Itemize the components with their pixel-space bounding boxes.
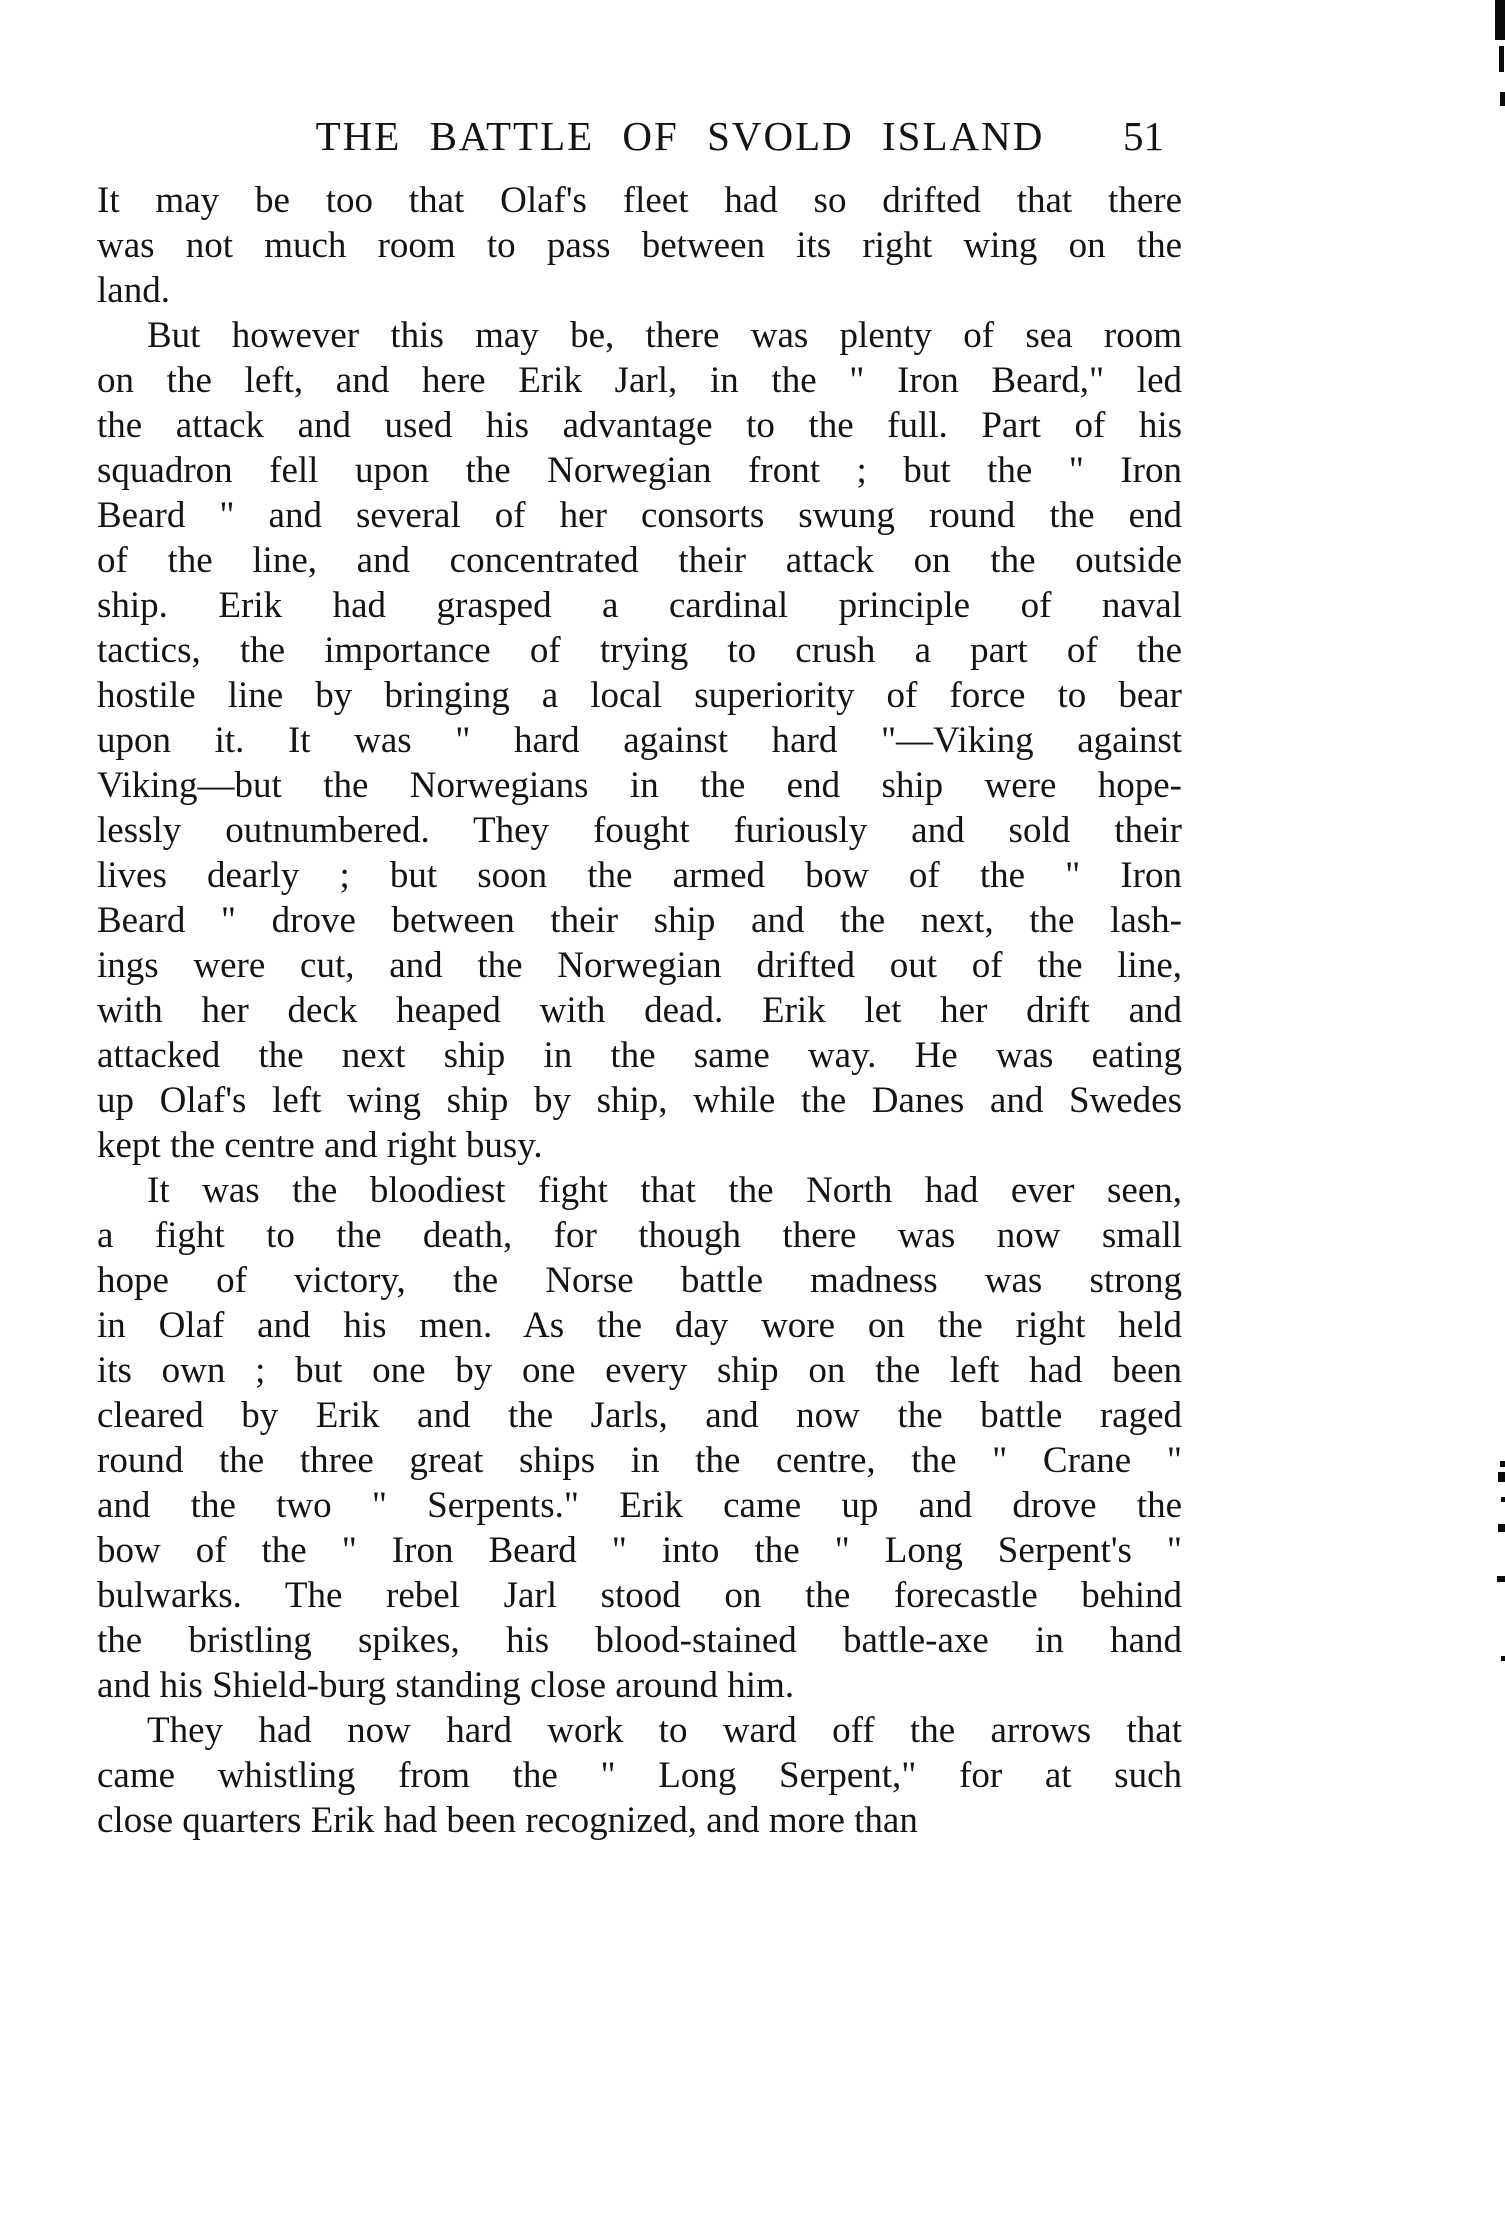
text-line: hope of victory, the Norse battle madness was strong bbox=[97, 1260, 1182, 1301]
text-line: was not much room to pass between its right wing on the bbox=[97, 225, 1182, 266]
page-number: 51 bbox=[1123, 113, 1164, 159]
text-line: of the line, and concentrated their attack on the outside bbox=[97, 540, 1182, 581]
text-line: round the three great ships in the centre, the " Crane " bbox=[97, 1440, 1182, 1481]
text-line: kept the centre and right busy. bbox=[97, 1125, 543, 1166]
text-line: and his Shield-burg standing close around him. bbox=[97, 1665, 795, 1706]
text-line: and the two " Serpents." Erik came up and drove the bbox=[97, 1485, 1182, 1526]
text-line: bow of the " Iron Beard " into the " Long Serpent's " bbox=[97, 1530, 1182, 1571]
text-line: ings were cut, and the Norwegian drifted out of the line, bbox=[97, 945, 1182, 986]
text-line: hostile line by bringing a local superiority of force to bear bbox=[97, 675, 1182, 716]
text-line: It was the bloodiest fight that the North had ever seen, bbox=[147, 1170, 1182, 1211]
scan-mark-top-right-2 bbox=[1499, 46, 1504, 72]
paragraph bbox=[97, 313, 1182, 1168]
text-line: the attack and used his advantage to the full. Part of his bbox=[97, 405, 1182, 446]
text-line: with her deck heaped with dead. Erik let her drift and bbox=[97, 990, 1182, 1031]
scan-mark-edge-2 bbox=[1498, 1472, 1505, 1482]
scan-mark-edge-3 bbox=[1501, 1497, 1505, 1502]
text-line: Beard " and several of her consorts swung round the end bbox=[97, 495, 1182, 536]
text-line: ship. Erik had grasped a cardinal principle of naval bbox=[97, 585, 1182, 626]
text-line: It may be too that Olaf's fleet had so drifted that there bbox=[97, 180, 1182, 221]
text-line: its own ; but one by one every ship on the left had been bbox=[97, 1350, 1182, 1391]
scan-mark-edge-5 bbox=[1497, 1576, 1505, 1582]
paragraph bbox=[97, 178, 1182, 313]
scan-mark-top-right bbox=[1495, 0, 1505, 40]
text-line: a fight to the death, for though there was now small bbox=[97, 1215, 1182, 1256]
scan-mark-edge-4 bbox=[1498, 1524, 1505, 1532]
text-line: on the left, and here Erik Jarl, in the " Iron Beard," led bbox=[97, 360, 1182, 401]
scan-mark-edge-1 bbox=[1500, 1461, 1505, 1467]
scan-mark-edge-6 bbox=[1501, 1656, 1505, 1661]
text-line: lessly outnumbered. They fought furiously and sold their bbox=[97, 810, 1182, 851]
text-line: land. bbox=[97, 270, 170, 311]
text-line: the bristling spikes, his blood-stained battle-axe in hand bbox=[97, 1620, 1182, 1661]
text-line: But however this may be, there was plenty of sea room bbox=[147, 315, 1182, 356]
text-line: tactics, the importance of trying to crush a part of the bbox=[97, 630, 1182, 671]
paragraph bbox=[97, 1168, 1182, 1708]
text-line: attacked the next ship in the same way. He was eating bbox=[97, 1035, 1182, 1076]
text-line: in Olaf and his men. As the day wore on the right held bbox=[97, 1305, 1182, 1346]
page-title: THE BATTLE OF SVOLD ISLAND bbox=[315, 113, 1045, 159]
text-line: bulwarks. The rebel Jarl stood on the forecastle behind bbox=[97, 1575, 1182, 1616]
text-line: close quarters Erik had been recognized, and more than bbox=[97, 1800, 918, 1841]
text-line: lives dearly ; but soon the armed bow of the " Iron bbox=[97, 855, 1182, 896]
paragraph bbox=[97, 1708, 1182, 1843]
text-line: Viking—but the Norwegians in the end ship were hope- bbox=[97, 765, 1182, 806]
page-body bbox=[97, 178, 1182, 1843]
text-line: Beard " drove between their ship and the next, the lash- bbox=[97, 900, 1182, 941]
scan-mark-top-right-3 bbox=[1500, 92, 1505, 106]
text-line: squadron fell upon the Norwegian front ; but the " Iron bbox=[97, 450, 1182, 491]
running-header bbox=[150, 112, 1210, 160]
text-line: up Olaf's left wing ship by ship, while the Danes and Swedes bbox=[97, 1080, 1182, 1121]
text-line: cleared by Erik and the Jarls, and now the battle raged bbox=[97, 1395, 1182, 1436]
text-line: came whistling from the " Long Serpent," for at such bbox=[97, 1755, 1182, 1796]
text-line: They had now hard work to ward off the arrows that bbox=[147, 1710, 1182, 1751]
text-line: upon it. It was " hard against hard "—Viking against bbox=[97, 720, 1182, 761]
